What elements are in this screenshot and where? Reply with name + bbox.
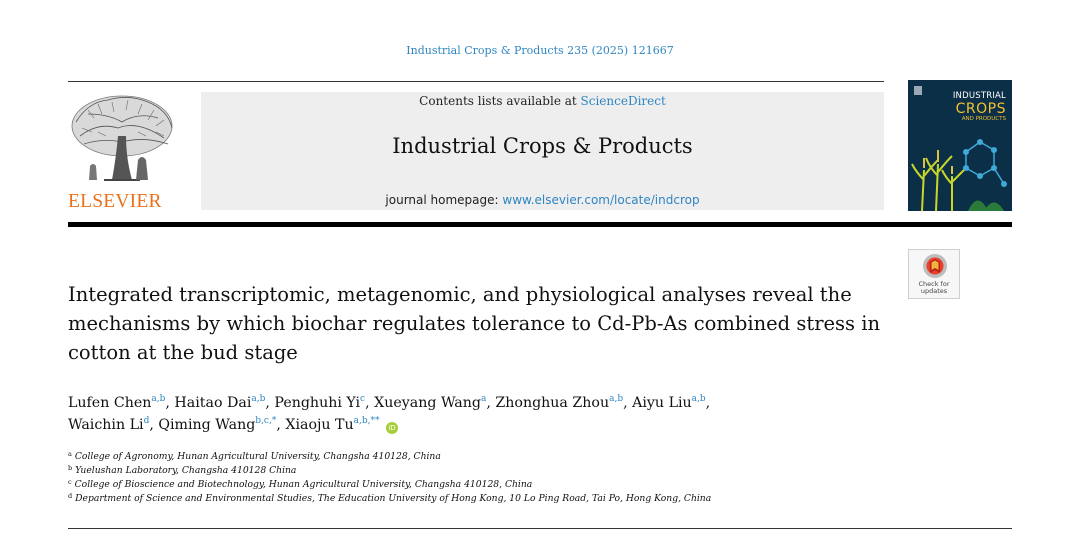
affiliation-list [68, 450, 968, 506]
header-top-rule [68, 81, 884, 82]
author-name[interactable]: Haitao Dai [174, 395, 252, 411]
author-separator: , [486, 395, 496, 411]
author-affiliation-marker[interactable]: b,c,* [255, 416, 277, 426]
contents-available-line: Contents lists available at ScienceDirect [419, 94, 666, 108]
affiliation-item [68, 492, 968, 506]
author-separator: , [623, 395, 633, 411]
article-title: Integrated transcriptomic, metagenomic, and physiological analyses reveal the mechanisms by which biochar regulates tolerance to Cd-Pb-As combined stress in cotton at the bud stage [68, 283, 881, 364]
publisher-name: ELSEVIER [68, 191, 162, 212]
author-name[interactable]: Aiyu Liu [632, 395, 692, 411]
affiliation-item [68, 478, 968, 492]
author-name[interactable]: Qiming Wang [158, 417, 256, 433]
author-separator: , [149, 417, 159, 433]
affiliation-text: College of Bioscience and Biotechnology, Hunan Agricultural University, Changsha 410128, China [74, 479, 533, 490]
author-affiliation-marker[interactable]: a,b [251, 394, 266, 404]
tree-logo-icon [68, 92, 176, 190]
journal-citation[interactable]: Industrial Crops & Products 235 (2025) 121667 [406, 44, 674, 57]
header-bottom-rule [68, 528, 1012, 529]
author-affiliation-marker[interactable]: a,b [609, 394, 624, 404]
author-separator: , [165, 395, 175, 411]
check-updates-icon [922, 253, 948, 280]
sciencedirect-link[interactable]: ScienceDirect [580, 94, 666, 108]
affiliation-key: b [68, 464, 73, 472]
orcid-icon[interactable]: iD [386, 422, 398, 434]
affiliation-key: c [68, 478, 72, 486]
author-affiliation-marker[interactable]: a,b,** [353, 416, 380, 426]
author-affiliation-marker[interactable]: a,b [691, 394, 706, 404]
author-separator: , [365, 395, 375, 411]
affiliation-key: d [68, 492, 73, 500]
affiliation-text: Department of Science and Environmental Studies, The Education University of Hong Kong, 10 Lo Ping Road, Tai Po, Hong Kong, China [75, 493, 712, 504]
author-separator: , [265, 395, 275, 411]
affiliation-item [68, 450, 968, 464]
journal-homepage-line: journal homepage: www.elsevier.com/locate/indcrop [385, 193, 700, 207]
author-name[interactable]: Waichin Li [68, 417, 144, 433]
author-name[interactable]: Xiaoju Tu [285, 417, 354, 433]
author-separator: , [705, 395, 711, 411]
journal-homepage-link[interactable]: www.elsevier.com/locate/indcrop [502, 193, 700, 207]
cover-journal-name: INDUSTRIAL CROPS AND PRODUCTS [952, 91, 1006, 122]
affiliation-text: College of Agronomy, Hunan Agricultural University, Changsha 410128, China [74, 451, 441, 462]
affiliation-text: Yuelushan Laboratory, Changsha 410128 China [75, 465, 297, 476]
journal-masthead [201, 92, 884, 210]
journal-cover-image[interactable] [908, 80, 1012, 211]
affiliation-item [68, 464, 968, 478]
check-for-updates-label: Check for updates [918, 280, 950, 295]
header-thick-rule [68, 222, 1012, 227]
author-name[interactable]: Xueyang Wang [374, 395, 481, 411]
author-affiliation-marker[interactable]: a,b [151, 394, 166, 404]
journal-title: Industrial Crops & Products [392, 134, 693, 158]
author-affiliation-marker[interactable]: a [481, 394, 487, 404]
affiliation-key: a [68, 450, 72, 458]
author-list [68, 392, 918, 436]
author-name[interactable]: Penghuhi Yi [274, 395, 361, 411]
publisher-logo[interactable] [68, 92, 176, 212]
author-affiliation-marker[interactable]: d [143, 416, 150, 426]
author-affiliation-marker[interactable]: c [360, 394, 366, 404]
check-for-updates-button[interactable] [908, 249, 960, 299]
author-name[interactable]: Zhonghua Zhou [495, 395, 610, 411]
author-name[interactable]: Lufen Chen [68, 395, 152, 411]
author-separator: , [276, 417, 286, 433]
